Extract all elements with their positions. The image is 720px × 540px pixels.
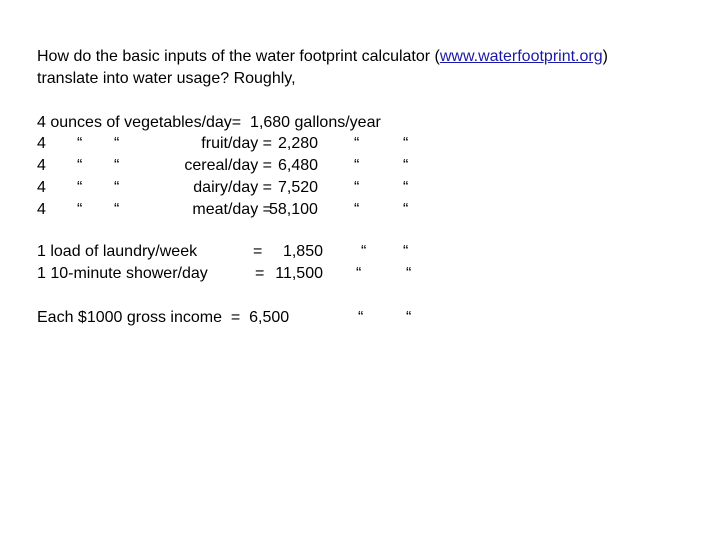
income-label: Each $1000 gross income = 6,500 bbox=[37, 309, 290, 326]
intro-line-1-text: How do the basic inputs of the water footprint calculator ( bbox=[37, 48, 440, 65]
ditto-mark: “ bbox=[114, 201, 120, 218]
ditto-mark: “ bbox=[406, 309, 412, 326]
food-value: 6,480 bbox=[278, 157, 319, 174]
ditto-mark: “ bbox=[406, 265, 412, 282]
ditto-mark: “ bbox=[403, 201, 409, 218]
household-label: 1 10-minute shower/day bbox=[37, 265, 208, 282]
intro-line-1-close: ) bbox=[602, 48, 608, 65]
intro-line-2: translate into water usage? Roughly, bbox=[37, 70, 296, 87]
ditto-mark: “ bbox=[77, 179, 83, 196]
ditto-mark: “ bbox=[403, 157, 409, 174]
ditto-mark: “ bbox=[403, 243, 409, 260]
ditto-mark: “ bbox=[354, 201, 360, 218]
waterfootprint-link[interactable]: www.waterfootprint.org bbox=[439, 48, 603, 65]
ditto-mark: “ bbox=[354, 157, 360, 174]
ditto-mark: “ bbox=[361, 243, 367, 260]
ditto-mark: “ bbox=[114, 157, 120, 174]
qty: 4 bbox=[37, 179, 46, 196]
qty: 4 bbox=[37, 201, 46, 218]
food-row-vegetables: 4 ounces of vegetables/day= 1,680 gallons/year bbox=[37, 114, 381, 131]
ditto-mark: “ bbox=[354, 135, 360, 152]
ditto-mark: “ bbox=[77, 201, 83, 218]
household-label: 1 load of laundry/week bbox=[37, 243, 198, 260]
household-value: 1,850 bbox=[282, 243, 323, 260]
food-value: 58,100 bbox=[269, 201, 318, 218]
ditto-mark: “ bbox=[356, 265, 362, 282]
food-item: cereal/day = bbox=[184, 157, 272, 174]
food-item: fruit/day = bbox=[201, 135, 272, 152]
qty: 4 bbox=[37, 157, 46, 174]
household-value: 11,500 bbox=[275, 265, 323, 282]
ditto-mark: “ bbox=[77, 135, 83, 152]
equals-sign: = bbox=[255, 265, 265, 282]
ditto-mark: “ bbox=[354, 179, 360, 196]
intro-line-1 bbox=[37, 47, 608, 67]
equals-sign: = bbox=[253, 243, 263, 260]
ditto-mark: “ bbox=[403, 179, 409, 196]
ditto-mark: “ bbox=[114, 179, 120, 196]
food-value: 2,280 bbox=[278, 135, 319, 152]
ditto-mark: “ bbox=[114, 135, 120, 152]
ditto-mark: “ bbox=[403, 135, 409, 152]
ditto-mark: “ bbox=[358, 309, 364, 326]
food-item: dairy/day = bbox=[193, 179, 272, 196]
food-item: meat/day = bbox=[192, 201, 272, 218]
qty: 4 bbox=[37, 135, 46, 152]
ditto-mark: “ bbox=[77, 157, 83, 174]
food-value: 7,520 bbox=[278, 179, 319, 196]
